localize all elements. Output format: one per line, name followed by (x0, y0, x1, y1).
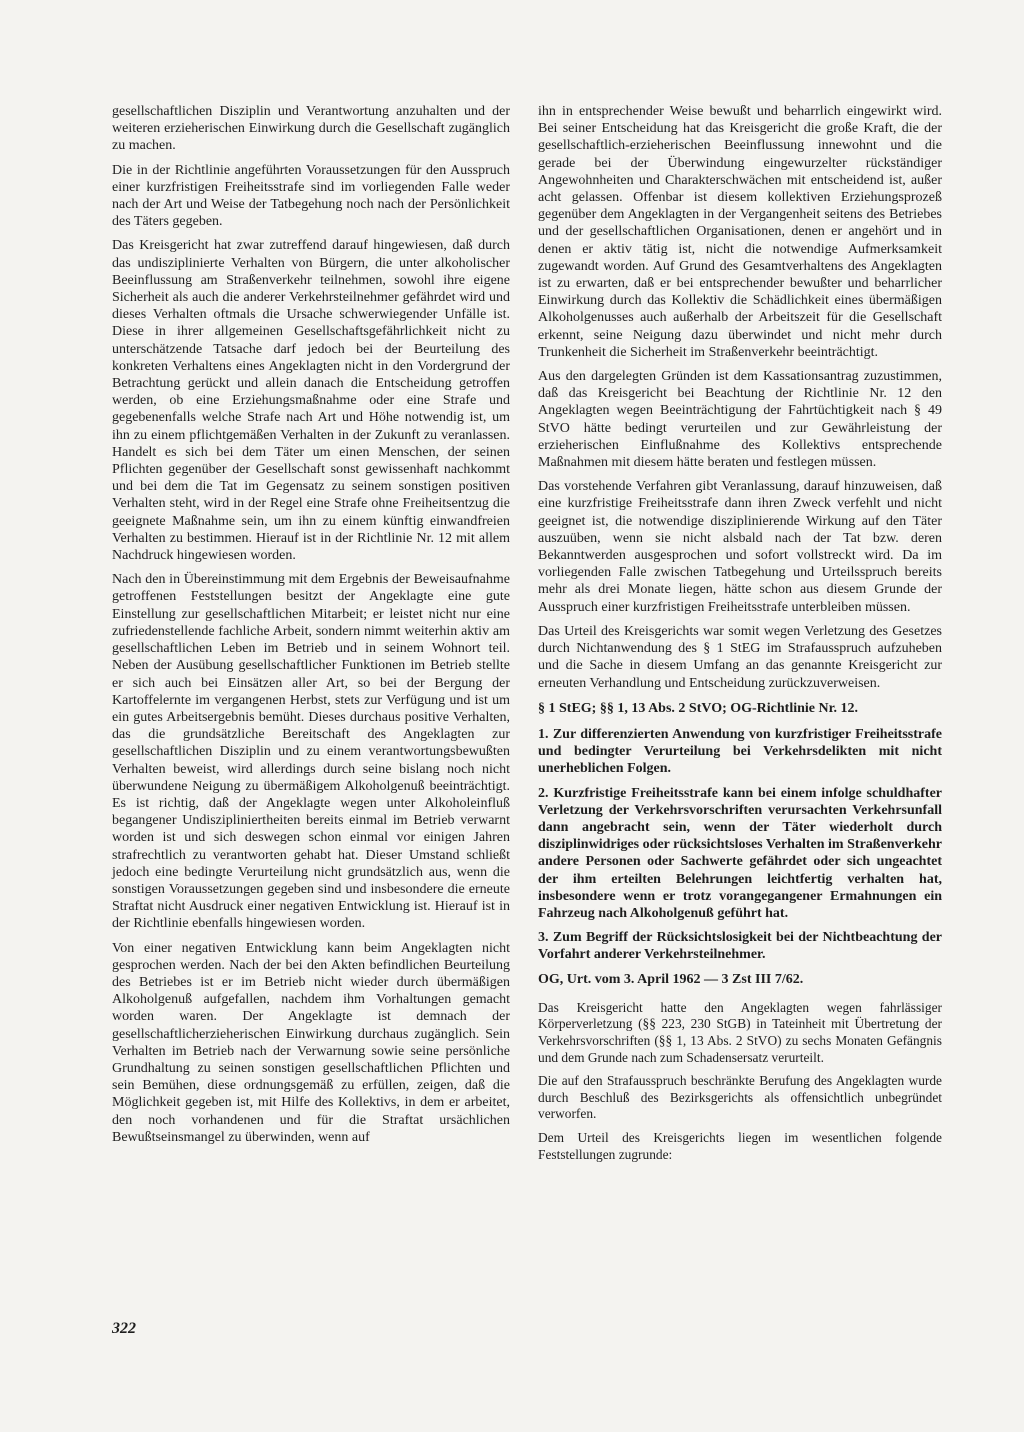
paragraph: Die in der Richtlinie angeführten Voraussetzungen für den Ausspruch einer kurzfristigen Freiheitsstrafe sind im vorliegenden Falle weder nach der Art und Weise der Tatbegehung noch nach der Persönlichkeit des Täters gegeben. (112, 162, 510, 230)
leitsatz: 1. Zur differenzierten Anwendung von kurzfristiger Freiheitsstrafe und bedingter Verurteilung bei Verkehrsdelikten mit nicht unerheblichen Folgen. (538, 726, 942, 777)
paragraph: Aus den dargelegten Gründen ist dem Kassationsantrag zuzustimmen, daß das Kreisgericht bei Beachtung der Richtlinie Nr. 12 den Angeklagten wegen Beeinträchtigung der Fahrtüchtigkeit nach § 49 StVO hätte bedingt verurteilen und zur Gewährleistung der erzieherischen Einflußnahme des Kollektivs entsprechende Maßnahmen mit diesem hätte beraten und festlegen müssen. (538, 369, 942, 471)
facts-section (538, 1000, 942, 1163)
paragraph: ihn in entsprechender Weise bewußt und beharrlich eingewirkt wird. Bei seiner Entscheidung hat das Kreisgericht die große Kraft, die der gesellschaftlich-erzieherischen Beeinflussung innewohnt und die gerade bei der Überwindung eingewurzelter rückständiger Angewohnheiten und Charakterschwächen mit entscheidend ist, außer acht gelassen. Offenbar ist diesem kollektiven Erziehungsprozeß gegenüber dem Angeklagten in der Vergangenheit seitens des Betriebes und der gesellschaftlichen Organisationen, denen er angehört und in denen er aktiv tätig ist, nicht die notwendige Aufmerksamkeit zugewandt worden. Auf Grund des Gesamtverhaltens des Angeklagten ist zu erwarten, daß er bei entsprechender bewußter und beharrlicher Einwirkung durch das Kollektiv die Schädlichkeit eines übermäßigen Alkoholgenusses auch außerhalb der Arbeitszeit für die Gesellschaft erkennt, seine Neigung dazu überwindet und nicht mehr durch Trunkenheit die Sicherheit im Straßenverkehr beeinträchtigt. (538, 104, 942, 360)
paragraph: Nach den in Übereinstimmung mit dem Ergebnis der Beweisaufnahme getroffenen Feststellungen besitzt der Angeklagte eine gute Einstellung zur gesellschaftlichen Mitarbeit; er leistet nicht nur eine zufriedenstellende fachliche Arbeit, sondern nimmt weiterhin aktiv am gesellschaftlichen Leben im Betrieb und in seinem Wohnort teil. Neben der Ausübung gesellschaftlicher Funktionen im Betrieb stellte er sich auch bei Einsätzen aller Art, so bei der Bergung der Kartoffelernte im vergangenen Herbst, stets zur Verfügung und ist um ein gutes Arbeitsergebnis bemüht. Dieses durchaus positive Verhalten, das die grundsätzliche Bereitschaft des Angeklagten zur gesellschaftlichen Disziplin und zu einem verantwortungsbewußten Verhalten beweist, wird allerdings durch seine bislang noch nicht überwundene Neigung zu übermäßigem Alkoholgenuß beeinträchtigt. Es ist richtig, daß der Angeklagte wegen unter Alkoholeinfluß begangener Undiszipliniertheiten bereits einmal im Betrieb verwarnt worden ist und sich deswegen schon einmal vor einigen Jahren strafrechtlich zu verantworten gehabt hat. Dieser Umstand schließt jedoch eine bedingte Verurteilung nicht grundsätzlich aus, wenn die sonstigen Voraussetzungen gegeben sind und insbesondere die erneute Straftat nicht Ausdruck einer negativen Entwicklung ist. Hierauf ist in der Richtlinie ebenfalls hingewiesen worden. (112, 572, 510, 932)
leitsatz: 2. Kurzfristige Freiheitsstrafe kann bei einem infolge schuldhafter Verletzung der Verkehrsvorschriften verursachten Verkehrsunfall dann angebracht sein, wenn der Täter wiederholt durch disziplinwidriges oder rücksichtsloses Verhalten im Straßenverkehr andere Personen oder Sachwerte gefährdet oder sich ungeachtet der ihm erteilten Belehrungen leichtfertig verhalten hat, insbesondere wenn er trotz vorangegangener Ermahnungen ein Fahrzeug nach Alkoholgenuß geführt hat. (538, 785, 942, 921)
page-number: 322 (112, 1320, 136, 1337)
paragraph: Das Kreisgericht hatte den Angeklagten wegen fahrlässiger Körperverletzung (§§ 223, 230 StGB) in Tateinheit mit Übertretung der Verkehrsvorschriften (§§ 1, 13 Abs. 2 StVO) zu sechs Monaten Gefängnis und dem Grunde nach zum Schadensersatz verurteilt. (538, 999, 942, 1065)
left-column (112, 103, 510, 1153)
paragraph: Das vorstehende Verfahren gibt Veranlassung, darauf hinzuweisen, daß eine kurzfristige Freiheitsstrafe dann ihren Zweck verfehlt und nicht geeignet ist, die notwendige disziplinierende Wirkung auf den Täter auszuüben, wenn sie nicht alsbald nach der Tat bzw. deren Bekanntwerden ausgesprochen und sofort vollstreckt wird. Da im vorliegenden Falle zwischen Tatbegehung und Urteilsspruch bereits mehr als drei Monate liegen, hätte schon aus diesem Grunde der Ausspruch einer kurzfristigen Freiheitsstrafe unterbleiben müssen. (538, 479, 942, 615)
paragraph: Die auf den Strafausspruch beschränkte Berufung des Angeklagten wurde durch Beschluß des Bezirksgerichts als offensichtlich unbegründet verworfen. (538, 1073, 942, 1122)
leitsatz: 3. Zum Begriff der Rücksichtslosigkeit bei der Nichtbeachtung der Vorfahrt anderer Verkehrsteilnehmer. (538, 930, 942, 963)
citation-heading: § 1 StEG; §§ 1, 13 Abs. 2 StVO; OG-Richtlinie Nr. 12. (538, 700, 859, 716)
right-column (538, 103, 942, 1170)
paragraph: Von einer negativen Entwicklung kann beim Angeklagten nicht gesprochen werden. Nach der bei den Akten befindlichen Beurteilung des Betriebes ist er im Betrieb nicht wieder durch übermäßigen Alkoholgenuß aufgefallen, nachdem ihm Vorhaltungen gemacht worden waren. Der Angeklagte ist demnach der gesellschaftlicherzieherischen Einwirkung durchaus zugänglich. Sein Verhalten im Betrieb nach der Verwarnung sowie seine persönliche Grundhaltung zu seinen sonstigen gesellschaftlichen Pflichten und sein Bemühen, diese ordnungsgemäß zu erfüllen, zeigen, daß die Möglichkeit gegeben ist, mit Hilfe des Kollektivs, in dem er arbeitet, den noch vorhandenen und für die Straftat ursächlichen Bewußtseinsmangel zu überwinden, wenn auf (112, 940, 510, 1145)
paragraph: Das Urteil des Kreisgerichts war somit wegen Verletzung des Gesetzes durch Nichtanwendung des § 1 StEG im Strafausspruch aufzuheben und die Sache in diesem Umfang an das genannte Kreisgericht zur erneuten Verhandlung und Entscheidung zurückzuverweisen. (538, 623, 942, 691)
paragraph: Das Kreisgericht hat zwar zutreffend darauf hingewiesen, daß durch das undisziplinierte Verhalten von Bürgern, die unter alkoholischer Beeinflussung am Straßenverkehr teilnehmen, sowohl ihre eigene Sicherheit als auch die anderer Verkehrsteilnehmer gefährdet wird und dieses Verhalten oftmals die Ursache schwerwiegender Unfälle ist. Diese in ihrer allgemeinen Gesellschaftsgefährlichkeit nicht zu unterschätzende Tatsache darf jedoch bei der Beurteilung des konkreten Verhaltens eines Angeklagten nicht in den Vordergrund der Betrachtung gerückt und allein danach die Entscheidung getroffen werden, ob eine Erziehungsmaßnahme oder eine Strafe und gegebenenfalls welche Strafe nach Art und Höhe notwendig ist, um ihn zu einem pflichtgemäßen Verhalten in der Zukunft zu veranlassen. Handelt es sich bei dem Täter um einen Menschen, der seinen Pflichten gegenüber der Gesellschaft sonst gewissenhaft nachkommt und bei dem die Tat im Gegensatz zu seinem sonstigen positiven Verhalten steht, wird in der Regel eine Strafe ohne Freiheitsentzug die geeignete Maßnahme sein, um ihn zu einem künftig einwandfreien Verhalten zu bestimmen. Hierauf ist in der Richtlinie Nr. 12 mit allem Nachdruck hingewiesen worden. (112, 238, 510, 564)
paragraph: gesellschaftlichen Disziplin und Verantwortung anzuhalten und der weiteren erzieherischen Einwirkung durch die Gesellschaft zugänglich zu machen. (112, 104, 510, 154)
paragraph: Dem Urteil des Kreisgerichts liegen im wesentlichen folgende Feststellungen zugrunde: (538, 1129, 942, 1162)
court-decision-line: OG, Urt. vom 3. April 1962 — 3 Zst III 7/62. (538, 971, 804, 987)
